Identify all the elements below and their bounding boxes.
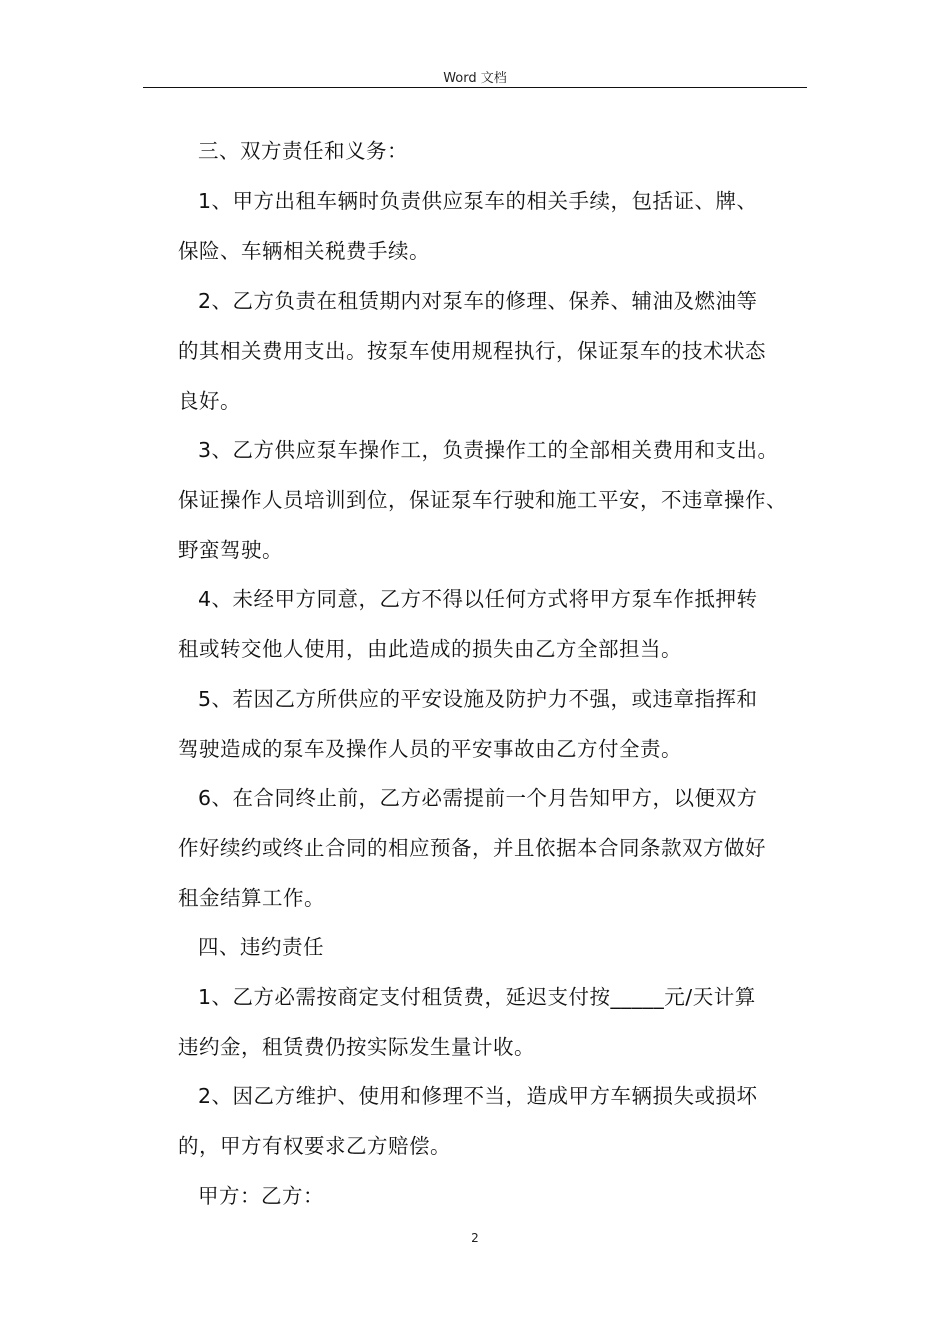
page-header: Word 文档 <box>443 71 507 86</box>
signature-line: 甲方：乙方： <box>198 1184 324 1208</box>
paragraph-line: 4、未经甲方同意，乙方不得以任何方式将甲方泵车作抵押转 <box>198 587 758 611</box>
paragraph-line: 2、因乙方维护、使用和修理不当，造成甲方车辆损失或损坏 <box>198 1084 758 1108</box>
paragraph-line: 1、乙方必需按商定支付租赁费，延迟支付按_____元/天计算 <box>198 985 756 1009</box>
paragraph-line: 1、甲方出租车辆时负责供应泵车的相关手续，包括证、牌、 <box>198 189 758 213</box>
paragraph-line: 6、在合同终止前，乙方必需提前一个月告知甲方，以便双方 <box>198 786 758 810</box>
section-heading-responsibilities: 三、双方责任和义务： <box>198 139 408 163</box>
page-number: 2 <box>471 1231 479 1245</box>
paragraph-line: 违约金，租赁费仍按实际发生量计收。 <box>178 1035 535 1059</box>
paragraph-line: 2、乙方负责在租赁期内对泵车的修理、保养、辅油及燃油等 <box>198 289 758 313</box>
header-divider <box>143 87 807 88</box>
paragraph-line: 良好。 <box>178 389 241 413</box>
paragraph-line: 的其相关费用支出。按泵车使用规程执行，保证泵车的技术状态 <box>178 339 766 363</box>
paragraph-line: 3、乙方供应泵车操作工，负责操作工的全部相关费用和支出。 <box>198 438 779 462</box>
paragraph-line: 作好续约或终止合同的相应预备，并且依据本合同条款双方做好 <box>178 836 766 860</box>
paragraph-line: 租或转交他人使用，由此造成的损失由乙方全部担当。 <box>178 637 682 661</box>
paragraph-line: 的，甲方有权要求乙方赔偿。 <box>178 1134 451 1158</box>
paragraph-line: 野蛮驾驶。 <box>178 538 283 562</box>
section-heading-breach: 四、违约责任 <box>198 935 324 959</box>
paragraph-line: 保证操作人员培训到位，保证泵车行驶和施工平安，不违章操作、 <box>178 488 787 512</box>
paragraph-line: 租金结算工作。 <box>178 886 325 910</box>
paragraph-line: 保险、车辆相关税费手续。 <box>178 239 430 263</box>
paragraph-line: 5、若因乙方所供应的平安设施及防护力不强，或违章指挥和 <box>198 687 758 711</box>
paragraph-line: 驾驶造成的泵车及操作人员的平安事故由乙方付全责。 <box>178 737 682 761</box>
